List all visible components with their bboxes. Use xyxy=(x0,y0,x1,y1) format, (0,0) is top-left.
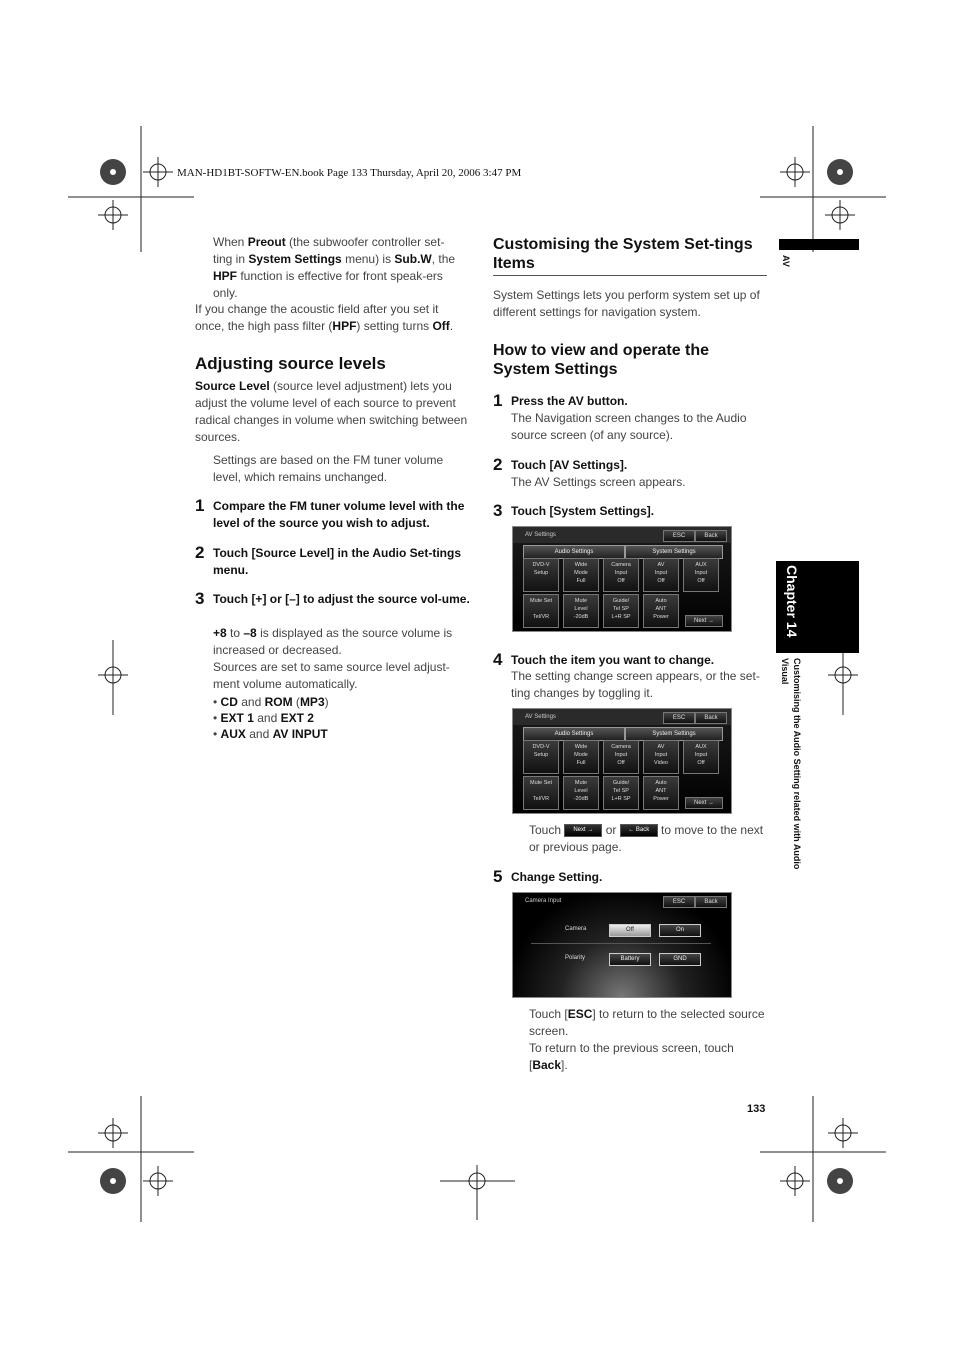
cell-wide-mode[interactable]: Wide Mode Full xyxy=(563,558,599,592)
back-button[interactable]: Back xyxy=(695,712,727,724)
screenshot-av-settings xyxy=(512,526,732,632)
step-4-body: The setting change screen appears, or the set-ting changes by toggling it. xyxy=(511,669,760,700)
polarity-label: Polarity xyxy=(565,955,586,961)
cell-mute-set[interactable]: Mute Set Tel/VR xyxy=(523,776,559,810)
heading-how-to-view: How to view and operate the System Settings xyxy=(493,342,710,378)
bullet-item: • CD and ROM (MP3) xyxy=(213,695,329,709)
chapter-tab xyxy=(776,561,859,653)
cell-camera-input[interactable]: Camera Input Off xyxy=(603,558,639,592)
step-2-number: 2 xyxy=(493,455,503,474)
cell-av-input[interactable]: AV Input Off xyxy=(643,558,679,592)
step-3-text: Touch [System Settings]. xyxy=(511,504,655,518)
step-3-body: +8 to –8 is displayed as the source volume is increased or decreased. Sources are set to same source level adjust-ment volume automatically. xyxy=(213,626,453,691)
esc-note: Touch [ESC] to return to the selected source screen. To return to the previous screen, touch [Back]. xyxy=(529,1007,765,1072)
back-button[interactable]: Back xyxy=(695,896,727,908)
cell-dvd-setup[interactable]: DVD-V Setup xyxy=(523,558,559,592)
step-3-number: 3 xyxy=(493,501,503,520)
next-button[interactable]: Next → xyxy=(685,615,723,627)
cell-mute-level[interactable]: Mute Level -20dB xyxy=(563,776,599,810)
para-source-level: Source Level (source level adjustment) lets you adjust the volume level of each source to prevent radical changes in volume when switching between sources. xyxy=(195,379,468,444)
step-5-text: Change Setting. xyxy=(511,870,603,884)
cell-mute-level[interactable]: Mute Level -20dB xyxy=(563,594,599,628)
cell-guide-tel-sp[interactable]: Guide/ Tel SP L+R SP xyxy=(603,776,639,810)
cell-aux-input[interactable]: AUX Input Off xyxy=(683,740,719,774)
esc-button[interactable]: ESC xyxy=(663,712,695,724)
step-4-text: Touch the item you want to change. xyxy=(511,653,715,667)
step-5-number: 5 xyxy=(493,867,503,886)
chapter-title-vertical: Customising the Audio Setting related with Audio Visual xyxy=(780,658,802,870)
cell-aux-input[interactable]: AUX Input Off xyxy=(683,558,719,592)
para-acoustic: If you change the acoustic field after you set it once, the high pass filter (HPF) setting turns Off. xyxy=(195,302,454,333)
cell-auto-ant[interactable]: Auto ANT Power xyxy=(643,594,679,628)
cell-dvd-setup[interactable]: DVD-V Setup xyxy=(523,740,559,774)
cell-mute-set[interactable]: Mute Set Tel/VR xyxy=(523,594,559,628)
para-system-intro: System Settings lets you perform system set up of different settings for navigation system. xyxy=(493,288,760,319)
tab-audio-settings[interactable]: Audio Settings xyxy=(523,727,625,741)
heading-adjusting-source-levels: Adjusting source levels xyxy=(195,354,386,373)
cell-av-input[interactable]: AV Input Video xyxy=(643,740,679,774)
step-1-text: Press the AV button. xyxy=(511,394,628,408)
polarity-gnd-button[interactable]: GND xyxy=(659,953,701,966)
divider xyxy=(531,943,711,944)
cell-auto-ant[interactable]: Auto ANT Power xyxy=(643,776,679,810)
section-tab-label: AV xyxy=(781,255,791,267)
back-inline-button: ← Back xyxy=(620,824,658,837)
back-button[interactable]: Back xyxy=(695,530,727,542)
screenshot-av-settings-2 xyxy=(512,708,732,814)
step-1-text: Compare the FM tuner volume level with the level of the source you wish to adjust. xyxy=(213,499,465,530)
camera-on-button[interactable]: On xyxy=(659,924,701,937)
tab-audio-settings[interactable]: Audio Settings xyxy=(523,545,625,559)
note-preout: When Preout (the subwoofer controller set-ting in System Settings menu) is Sub.W, the HPF function is effective for front speak-ers only. xyxy=(213,235,456,300)
step-2-text: Touch [AV Settings]. xyxy=(511,458,628,472)
next-inline-button: Next → xyxy=(564,824,602,837)
step-2-text: Touch [Source Level] in the Audio Set-tings menu. xyxy=(213,546,462,577)
bullet-item: • AUX and AV INPUT xyxy=(213,727,328,741)
tab-system-settings[interactable]: System Settings xyxy=(625,727,723,741)
heading-customising-system-settings: Customising the System Set-tings Items xyxy=(493,236,753,272)
esc-button[interactable]: ESC xyxy=(663,530,695,542)
screen-title: AV Settings xyxy=(513,709,731,725)
cell-camera-input[interactable]: Camera Input Off xyxy=(603,740,639,774)
bullet-item: • EXT 1 and EXT 2 xyxy=(213,711,314,725)
step-3-text: Touch [+] or [–] to adjust the source vol-ume. xyxy=(213,592,470,606)
camera-label: Camera xyxy=(565,926,587,932)
esc-button[interactable]: ESC xyxy=(663,896,695,908)
step-1-number: 1 xyxy=(493,391,503,410)
step-2-number: 2 xyxy=(195,543,205,562)
screenshot-camera-input xyxy=(512,892,732,998)
step-4-number: 4 xyxy=(493,650,503,669)
screen-title: Camera Input xyxy=(525,898,562,904)
source-bullets xyxy=(213,694,471,742)
step-1-number: 1 xyxy=(195,496,205,515)
note-fm: Settings are based on the FM tuner volume level, which remains unchanged. xyxy=(213,453,444,484)
next-button[interactable]: Next → xyxy=(685,797,723,809)
section-tab-bar xyxy=(779,239,859,250)
screen-title: AV Settings xyxy=(513,527,731,543)
heading-rule xyxy=(493,275,767,276)
chapter-tab-label: Chapter 14 xyxy=(784,565,800,638)
step-1-body: The Navigation screen changes to the Audio source screen (of any source). xyxy=(511,411,747,442)
cell-wide-mode[interactable]: Wide Mode Full xyxy=(563,740,599,774)
tab-system-settings[interactable]: System Settings xyxy=(625,545,723,559)
book-header: MAN-HD1BT-SOFTW-EN.book Page 133 Thursday, April 20, 2006 3:47 PM xyxy=(177,167,522,179)
nav-note: Touch Next → or ← Back to move to the next or previous page. xyxy=(529,823,764,854)
step-3-number: 3 xyxy=(195,589,205,608)
cell-guide-tel-sp[interactable]: Guide/ Tel SP L+R SP xyxy=(603,594,639,628)
polarity-battery-button[interactable]: Battery xyxy=(609,953,651,966)
step-2-body: The AV Settings screen appears. xyxy=(511,475,686,489)
page-number: 133 xyxy=(747,1103,766,1115)
camera-off-button[interactable]: Off xyxy=(609,924,651,937)
